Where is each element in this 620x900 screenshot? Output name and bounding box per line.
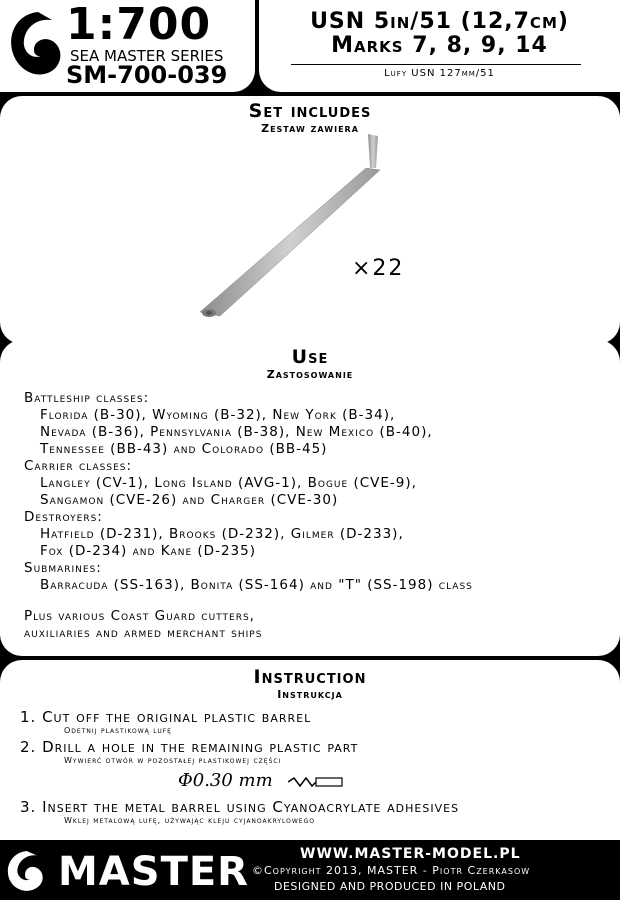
- product-subtitle: Lufy USN 127mm/51: [384, 68, 495, 79]
- instruction-subheading: Instrukcja: [277, 688, 343, 701]
- set-includes-heading: Set includes: [248, 100, 372, 122]
- instruction-step: 1. Cut off the original plastic barrel: [20, 708, 312, 726]
- title-divider: [291, 64, 581, 65]
- use-line: Hatfield (D-231), Brooks (D-232), Gilmer (D-233),: [40, 526, 404, 542]
- use-line: Sangamon (CVE-26) and Charger (CVE-30): [40, 492, 339, 508]
- use-line: Battleship classes:: [24, 390, 150, 406]
- use-line: Nevada (B-36), Pennsylvania (B-38), New Mexico (B-40),: [40, 424, 433, 440]
- footer-designed: DESIGNED AND PRODUCED IN POLAND: [274, 880, 506, 893]
- drill-bit-icon: [288, 776, 344, 788]
- footer-website[interactable]: WWW.MASTER-MODEL.PL: [300, 846, 521, 862]
- quantity-label: ×22: [352, 256, 405, 281]
- header-title-panel: [259, 0, 620, 92]
- header-logo-panel: [0, 0, 255, 92]
- scale-label: 1:700: [66, 0, 212, 50]
- use-line: Fox (D-234) and Kane (D-235): [40, 543, 256, 559]
- product-title-line2: Marks 7, 8, 9, 14: [331, 33, 548, 58]
- use-subheading: Zastosowanie: [266, 368, 354, 381]
- instruction-step-sub: Odetnij plastikową lufę: [64, 726, 172, 735]
- use-line: auxiliaries and armed merchant ships: [24, 625, 263, 641]
- series-label: SEA MASTER SERIES: [70, 47, 224, 65]
- use-line: Tennessee (BB-43) and Colorado (BB-45): [40, 441, 328, 457]
- use-line: Plus various Coast Guard cutters,: [24, 608, 255, 624]
- use-panel: [0, 340, 620, 656]
- instruction-heading: Instruction: [253, 666, 367, 688]
- master-swirl-logo-icon: [4, 6, 68, 86]
- product-title-line1: USN 5in/51 (12,7cm): [310, 9, 569, 34]
- use-line: Carrier classes:: [24, 458, 133, 474]
- master-swirl-footer-icon: [4, 848, 52, 896]
- use-heading: Use: [291, 346, 329, 368]
- use-line: Langley (CV-1), Long Island (AVG-1), Bogue (CVE-9),: [40, 475, 417, 491]
- instruction-step: 3. Insert the metal barrel using Cyanoacrylate adhesives: [20, 798, 460, 816]
- use-line: Florida (B-30), Wyoming (B-32), New York (B-34),: [40, 407, 396, 423]
- instruction-step: 2. Drill a hole in the remaining plastic part: [20, 738, 359, 756]
- product-code: SM-700-039: [66, 61, 228, 89]
- footer-brand: MASTER: [58, 849, 249, 895]
- use-line: Submarines:: [24, 560, 102, 576]
- instruction-panel: [0, 660, 620, 840]
- drill-size-label: Φ0.30 mm: [178, 770, 273, 791]
- set-includes-subheading: Zestaw zawiera: [261, 122, 359, 135]
- footer-copyright: ©Copyright 2013, MASTER - Piotr Czerkasow: [252, 864, 531, 877]
- use-line: Destroyers:: [24, 509, 103, 525]
- instruction-step-sub: Wywierć otwór w pozostałej plastikowej części: [64, 756, 282, 765]
- use-line: Barracuda (SS-163), Bonita (SS-164) and "T" (SS-198) class: [40, 577, 473, 593]
- metal-barrel-image: [190, 132, 400, 322]
- set-includes-panel: [0, 96, 620, 344]
- instruction-step-sub: Wklej metalową lufę, używając kleju cyjanoakrylowego: [64, 816, 315, 825]
